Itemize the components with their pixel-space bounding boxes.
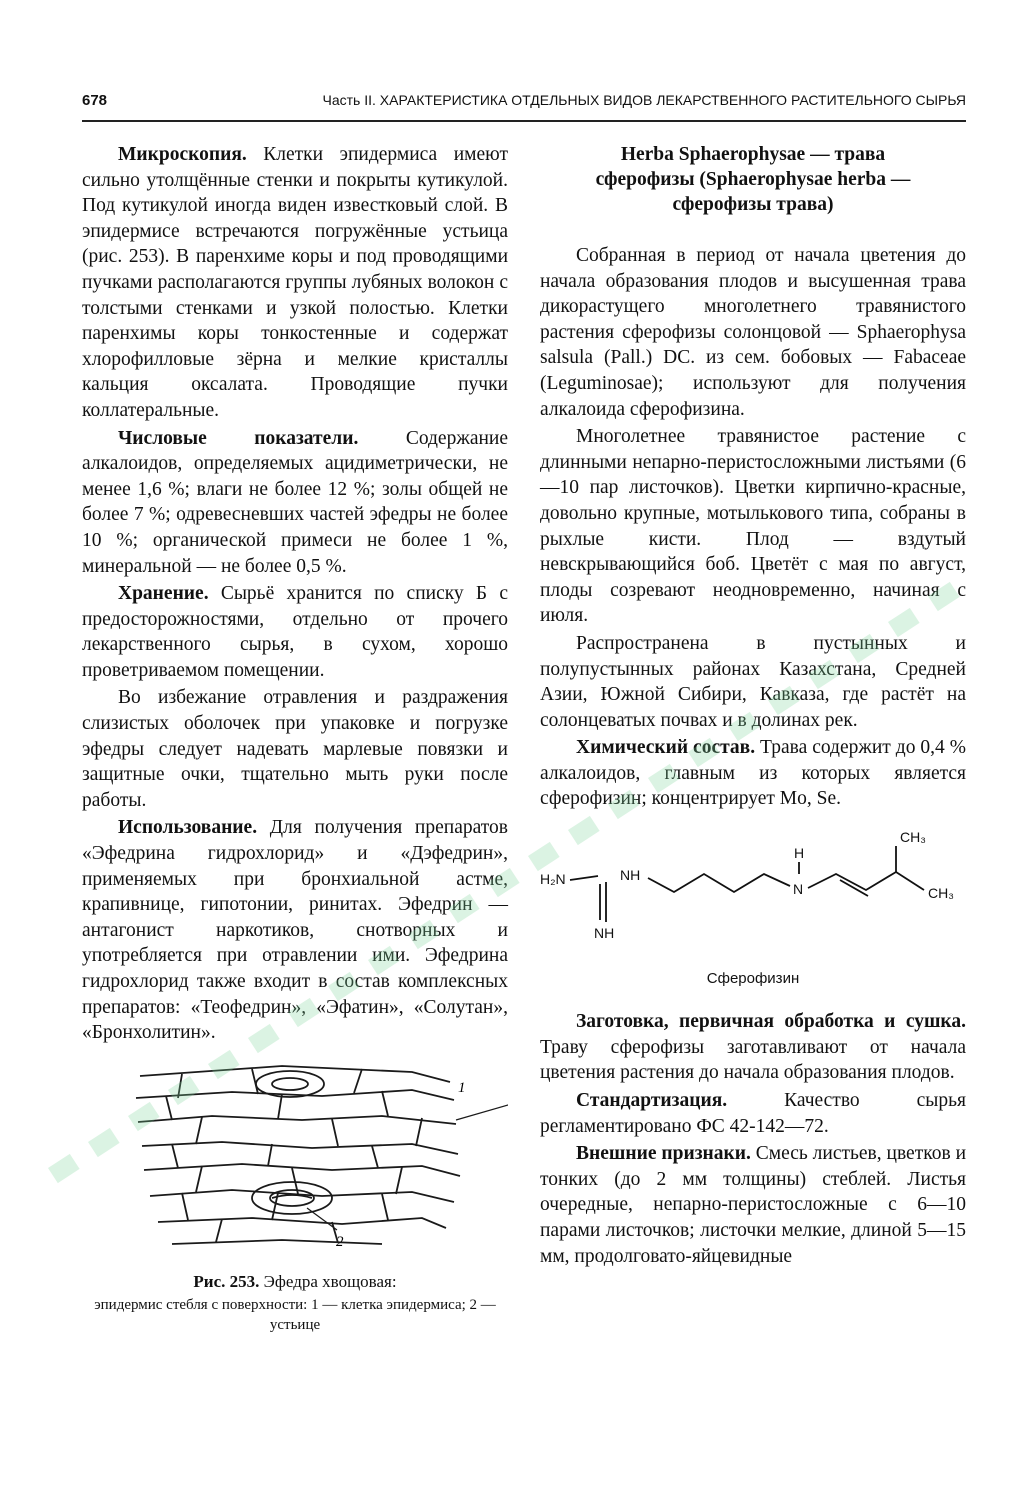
paragraph-storage: Хранение. Сырьё хранится по списку Б с предосторожностями, отдельно от прочего лекарственного сырья, в сухом, хорошо проветриваемом помещении. [82,583,508,681]
formula-ch3-right: CH₃ [928,885,954,902]
paragraph-microscopy: Микроскопия. Клетки эпидермиса имеют сильно утолщённые стенки и покрыты кутикулой. Под кутикулой иногда виден известковый слой. В эпидермисе встречаются погружённые устьица (рис. 253). В паренхиме коры и под проводящими пучками располагаются группы лубяных волокон с толстыми стенками и узкой полостью. Клетки паренхимы коры тонкостенные и содержат хлорофилловые зёрна и мелкие кристаллы кальция оксалата. Проводящие пучки коллатеральные. [82,144,508,421]
formula-nh-bottom: NH [594,925,615,942]
structural-formula [540,826,966,991]
paragraph-standardization: Стандартизация. Качество сырья регламентировано ФС 42-142—72. [540,1090,966,1137]
figure-253 [82,1058,508,1335]
paragraph-definition: Собранная в период от начала цветения до начала образования плодов и высушенная трава дикорастущего многолетнего травянистого растения сферофизы солонцовой — Sphaerophysa salsula (Pall.) DC. из сем. бобовых — Fabaceae (Leguminosae); используют для получения алкалоида сферофизина. [540,245,966,420]
header-rule [82,120,966,122]
formula-h2n: H₂N [540,871,566,888]
paragraph-harvesting: Заготовка, первичная обработка и сушка. Траву сферофизы заготавливают от начала цветения растения до начала образования плодов. [540,1011,966,1084]
paragraph-description: Многолетнее травянистое растение с длинными непарно-перистосложными листьями (6—10 пар листочков). Цветки кирпично-красные, довольно крупные, мотылькового типа, собраны в рыхлые кисти. Плод — вздутый невскрывающийся боб. Цветёт с мая по август, плоды созревают неодновременно, начиная с июля. [540,426,966,627]
formula-nh-top: NH [620,867,641,884]
epidermis-illustration [82,1058,508,1258]
figure-label-1: 1 [458,1079,466,1096]
spherophysine-structure [540,826,966,946]
article-title: Herba Sphaerophysae — трава сферофизы (Sphaerophysae herba — сферофизы трава) [595,144,911,215]
figure-caption-title: Рис. 253. Эфедра хвощовая: [193,1272,397,1292]
right-column [540,142,966,1271]
formula-h: H [794,845,805,862]
paragraph-numeric-indicators: Числовые показатели. Содержание алкалоидов, определяемых ацидиметрически, не менее 1,6 %; влаги не более 12 %; золы общей не более 7 %; одревесневших частей эфедры не более 10 %; органической примеси не более 1 %, минеральной — не более 0,5 %. [82,427,508,577]
running-title: Часть II. ХАРАКТЕРИСТИКА ОТДЕЛЬНЫХ ВИДОВ ЛЕКАРСТВЕННОГО РАСТИТЕЛЬНОГО СЫРЬЯ [322,92,966,108]
page-header [82,92,966,118]
paragraph-chemical-composition: Химический состав. Трава содержит до 0,4 % алкалоидов, главным из которых является сферофизин; концентрирует Mo, Se. [540,737,966,810]
formula-n: N [793,881,804,898]
left-column [82,142,508,1335]
figure-caption-text: эпидермис стебля с поверхности: 1 — клетка эпидермиса; 2 — устьице [94,1296,496,1333]
paragraph-precautions: Во избежание отравления и раздражения слизистых оболочек при упаковке и погрузке эфедры следует надевать марлевые повязки и защитные очки, тщательно мыть руки после работы. [82,687,508,811]
page-number: 678 [82,92,108,109]
paragraph-usage: Использование. Для получения препаратов «Эфедрина гидрохлорид» и «Дэфедрин», применяемых при бронхиальной астме, крапивнице, гипотонии, ринитах. Эфедрин — антагонист наркотиков, снотворных и употребляется при отравлении ими. Эфедрина гидрохлорид также входит в состав комплексных препаратов: «Теофедрин», «Эфатин», «Солутан», «Бронхолитин». [82,817,508,1044]
paragraph-distribution: Распространена в пустынных и полупустынных районах Казахстана, Средней Азии, Южной Сибири, Кавказа, где растёт на солонцеватых почвах и в долинах рек. [540,632,966,731]
formula-ch3-top: CH₃ [900,829,926,846]
figure-label-2: 2 [336,1233,344,1250]
paragraph-external-features: Внешние признаки. Смесь листьев, цветков и тонких (до 2 мм толщины) стеблей. Листья очередные, непарно-перистосложные с 6—10 парами листочков; листочки мелкие, длиной 5—15 мм, продолговато-яйцевидные [540,1143,966,1267]
formula-caption: Сферофизин [706,969,800,987]
